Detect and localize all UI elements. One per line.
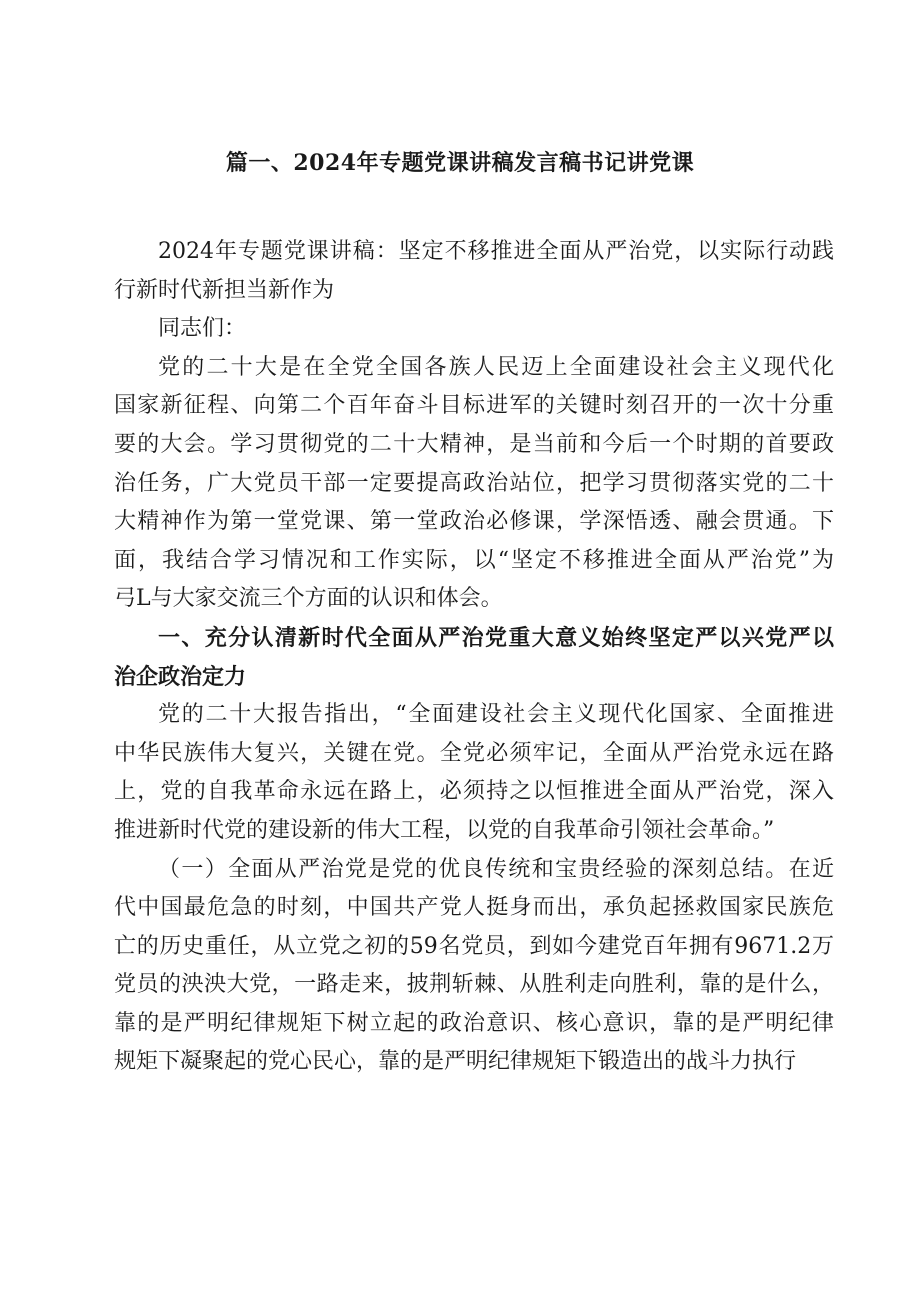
text-line: 国家新征程、向第二个百年奋斗目标进军的关键时刻召开的一次十分重 — [114, 393, 834, 419]
text-line: 大精神作为第一堂党课、第一堂政治必修课，学深悟透、融会贯通。下 — [114, 509, 834, 535]
text-line: 治任务，广大党员干部一定要提高政治站位，把学习贯彻落实党的二十 — [114, 470, 834, 496]
section-heading — [114, 619, 834, 696]
text-line: 一、充分认清新时代全面从严治党重大意义始终坚定严以兴党严以 — [158, 624, 834, 651]
text-line: （一）全面从严治党是党的优良传统和宝贵经验的深刻总结。在近 — [158, 856, 834, 882]
body-paragraph — [114, 349, 834, 619]
text-line: 同志们： — [158, 316, 247, 342]
text-line: 要的大会。学习贯彻党的二十大精神，是当前和今后一个时期的首要政 — [114, 431, 834, 457]
text-line: 推进新时代党的建设新的伟大工程，以党的自我革命引领社会革命。” — [114, 817, 775, 843]
text-line: 中华民族伟大复兴，关键在党。全党必须牢记，全面从严治党永远在路 — [114, 740, 834, 766]
document-title: 篇一、2024年专题党课讲稿发言稿书记讲党课 — [225, 150, 695, 176]
text-line: 上，党的自我革命永远在路上，必须持之以恒推进全面从严治党，深入 — [114, 779, 834, 805]
text-line: 党的二十大是在全党全国各族人民迈上全面建设社会主义现代化 — [158, 354, 834, 380]
text-line: 党员的泱泱大党，一路走来，披荆斩棘、从胜利走向胜利，靠的是什么， — [114, 972, 834, 998]
text-line: 靠的是严明纪律规矩下树立起的政治意识、核心意识，靠的是严明纪律 — [114, 1010, 834, 1036]
text-line: 治企政治定力 — [114, 663, 247, 690]
speech-subtitle — [114, 233, 834, 310]
text-line: 代中国最危急的时刻，中国共产党人挺身而出，承负起拯救国家民族危 — [114, 895, 834, 921]
text-line: 党的二十大报告指出，“全面建设社会主义现代化国家、全面推进 — [158, 702, 834, 728]
text-line: 2024年专题党课讲稿：坚定不移推进全面从严治党，以实际行动践 — [158, 239, 834, 264]
body-paragraph — [114, 851, 834, 1083]
text-line: 亡的历史重任，从立党之初的59名党员，到如今建党百年拥有9671.2万 — [114, 933, 834, 959]
salutation — [114, 310, 834, 349]
document-body — [114, 233, 834, 1082]
text-line: 弓L与大家交流三个方面的认识和体会。 — [114, 586, 503, 612]
body-paragraph — [114, 696, 834, 850]
text-line: 面，我结合学习情况和工作实际，以“坚定不移推进全面从严治党”为 — [114, 547, 834, 573]
text-line: 行新时代新担当新作为 — [114, 277, 335, 303]
text-line: 规矩下凝聚起的党心民心，靠的是严明纪律规矩下锻造出的战斗力执行 — [114, 1049, 797, 1075]
